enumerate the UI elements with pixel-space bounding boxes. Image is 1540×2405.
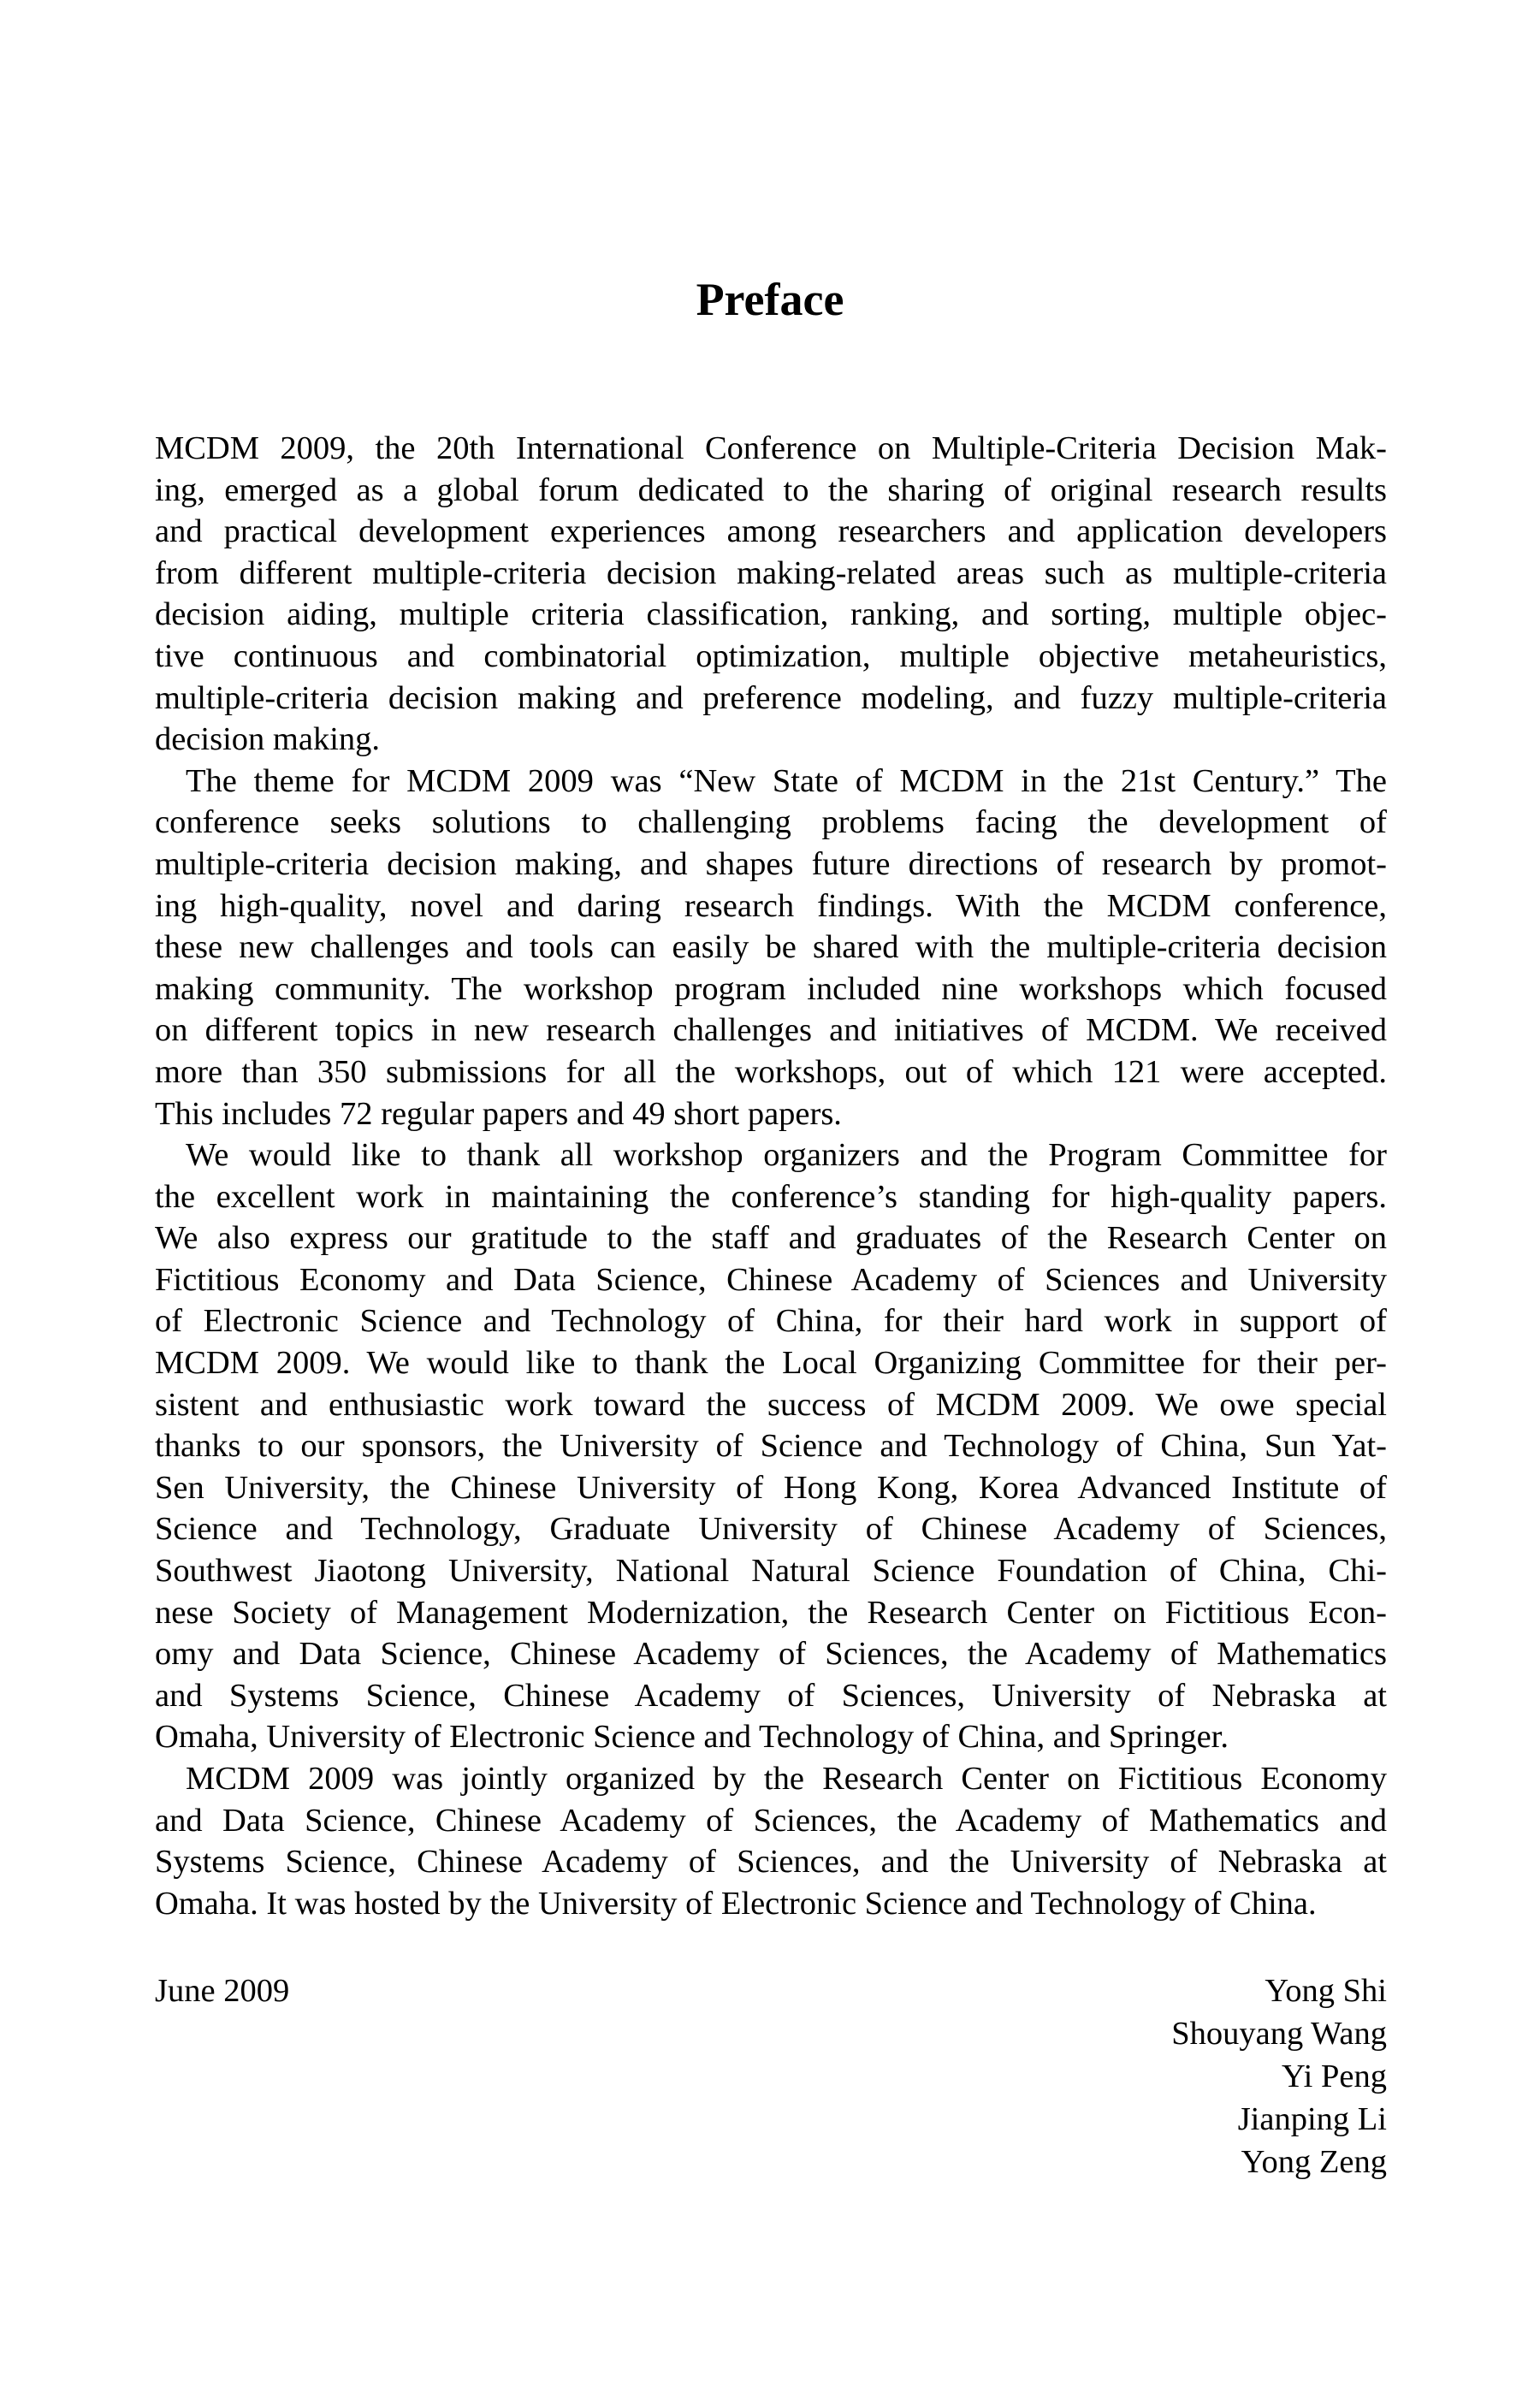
text-line: more than 350 submissions for all the workshops, out of which 121 were accepted. (155, 1053, 1387, 1090)
paragraph-2 (155, 761, 1387, 1134)
preface-body (155, 428, 1387, 1924)
text-line: Fictitious Economy and Data Science, Chinese Academy of Sciences and University (155, 1261, 1387, 1298)
text-line: Systems Science, Chinese Academy of Sciences, and the University of Nebraska at (155, 1844, 1387, 1881)
text-line: on different topics in new research challenges and initiatives of MCDM. We received (155, 1012, 1387, 1049)
text-line: Omaha, University of Electronic Science and Technology of China, and Springer. (155, 1719, 1229, 1756)
text-line: conference seeks solutions to challenging problems facing the development of (155, 804, 1387, 841)
text-line: multiple-criteria decision making and preference modeling, and fuzzy multiple-criteria (155, 679, 1387, 716)
text-line: Science and Technology, Graduate University of Chinese Academy of Sciences, (155, 1511, 1387, 1548)
text-line: We would like to thank all workshop organizers and the Program Committee for (186, 1137, 1387, 1174)
author-list (1171, 1970, 1387, 2183)
text-line: MCDM 2009. We would like to thank the Local Organizing Committee for their per- (155, 1345, 1387, 1382)
text-line: of Electronic Science and Technology of China, for their hard work in support of (155, 1303, 1387, 1340)
text-line: This includes 72 regular papers and 49 short papers. (155, 1095, 842, 1132)
text-line: and Systems Science, Chinese Academy of Sciences, University of Nebraska at (155, 1677, 1387, 1714)
text-line: sistent and enthusiastic work toward the success of MCDM 2009. We owe special (155, 1386, 1387, 1423)
text-line: multiple-criteria decision making, and shapes future directions of research by promot- (155, 845, 1387, 882)
text-line: the excellent work in maintaining the conference’s standing for high-quality papers. (155, 1178, 1387, 1215)
text-line: decision aiding, multiple criteria classification, ranking, and sorting, multiple objec- (155, 596, 1387, 633)
text-line: and Data Science, Chinese Academy of Sciences, the Academy of Mathematics and (155, 1802, 1387, 1839)
author-name: Jianping Li (1237, 2101, 1387, 2137)
text-line: We also express our gratitude to the staff and graduates of the Research Center on (155, 1220, 1387, 1257)
text-line: MCDM 2009 was jointly organized by the Research Center on Fictitious Economy (186, 1761, 1387, 1797)
author-name: Yi Peng (1281, 2058, 1387, 2094)
text-line: Sen University, the Chinese University of Hong Kong, Korea Advanced Institute of (155, 1469, 1387, 1506)
text-line: omy and Data Science, Chinese Academy of Sciences, the Academy of Mathematics (155, 1636, 1387, 1673)
text-line: thanks to our sponsors, the University of Science and Technology of China, Sun Yat- (155, 1428, 1387, 1465)
author-name: Shouyang Wang (1171, 2016, 1387, 2052)
text-line: Omaha. It was hosted by the University of Electronic Science and Technology of China. (155, 1885, 1317, 1922)
text-line: ing high-quality, novel and daring research findings. With the MCDM conference, (155, 887, 1387, 924)
text-line: MCDM 2009, the 20th International Conference on Multiple-Criteria Decision Mak- (155, 430, 1387, 466)
text-line: these new challenges and tools can easily be shared with the multiple-criteria decision (155, 929, 1387, 966)
paragraph-3 (155, 1134, 1387, 1758)
preface-date: June 2009 (155, 1973, 290, 2009)
text-line: making community. The workshop program included nine workshops which focused (155, 970, 1387, 1007)
text-line: The theme for MCDM 2009 was “New State of MCDM in the 21st Century.” The (186, 762, 1387, 799)
author-name: Yong Zeng (1241, 2144, 1387, 2180)
text-line: Southwest Jiaotong University, National Natural Science Foundation of China, Chi- (155, 1553, 1387, 1590)
page-title: Preface (696, 274, 844, 326)
text-line: ing, emerged as a global forum dedicated to the sharing of original research results (155, 471, 1387, 508)
paragraph-4 (155, 1758, 1387, 1924)
text-line: nese Society of Management Modernization, the Research Center on Fictitious Econ- (155, 1594, 1387, 1631)
author-name: Yong Shi (1265, 1973, 1387, 2009)
text-line: decision making. (155, 721, 381, 758)
paragraph-1 (155, 428, 1387, 761)
text-line: from different multiple-criteria decision making-related areas such as multiple-criteria (155, 554, 1387, 591)
text-line: tive continuous and combinatorial optimization, multiple objective metaheuristics, (155, 637, 1387, 674)
text-line: and practical development experiences among researchers and application developers (155, 513, 1387, 550)
